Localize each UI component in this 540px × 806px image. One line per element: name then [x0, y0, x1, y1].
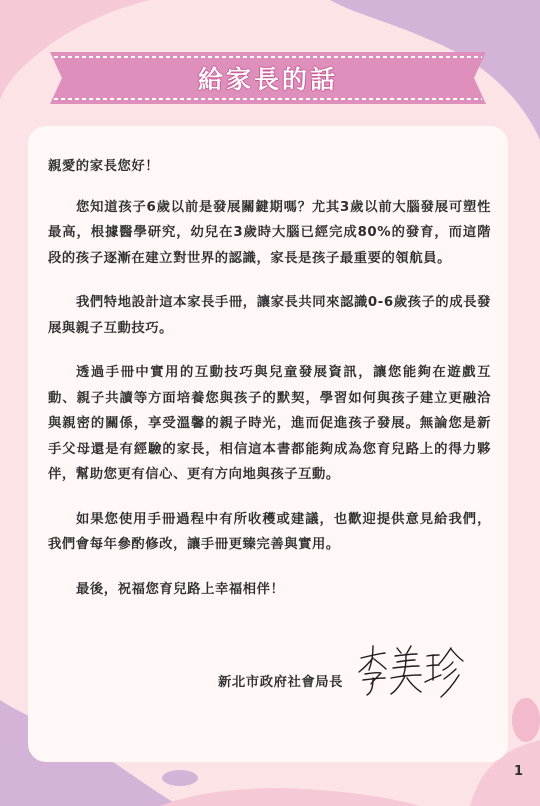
letter-body: [48, 154, 491, 621]
paragraph: 您知道孩子6歲以前是發展關鍵期嗎？尤其3歲以前大腦發展可塑性最高，根據醫學研究，幼兒在3歲時大腦已經完成80%的發育，而這階段的孩子逐漸在建立對世界的認識，家長是孩子最重要的領航員。: [48, 199, 491, 266]
signature-title: 新北市政府社會局長: [218, 675, 344, 690]
handwritten-signature: [355, 642, 467, 702]
salutation: 親愛的家長您好！: [48, 159, 160, 174]
paragraph: 我們特地設計這本家長手冊，讓家長共同來認識0-6歲孩子的成長發展與親子互動技巧。: [48, 295, 491, 336]
page-title: 給家長的話: [197, 65, 338, 94]
paragraph: 最後，祝福您育兒路上幸福相伴！: [76, 581, 285, 597]
paragraph: 透過手冊中實用的互動技巧與兒童發展資訊，讓您能夠在遊戲互動、親子共讀等方面培養您與孩子的默契，學習如何與孩子建立更融洽與親密的關係，享受溫馨的親子時光，進而促進孩子發展。無論您是新手父母還是有經驗的家長，相信這本書都能夠成為您育兒路上的得力夥伴，幫助您更有信心、更有方向地與孩子互動。: [48, 365, 491, 482]
paragraph: 如果您使用手冊過程中有所收穫或建議，也歡迎提供意見給我們，我們會每年參酌修改，讓手冊更臻完善與實用。: [48, 511, 491, 552]
page-number: 1: [514, 764, 524, 779]
